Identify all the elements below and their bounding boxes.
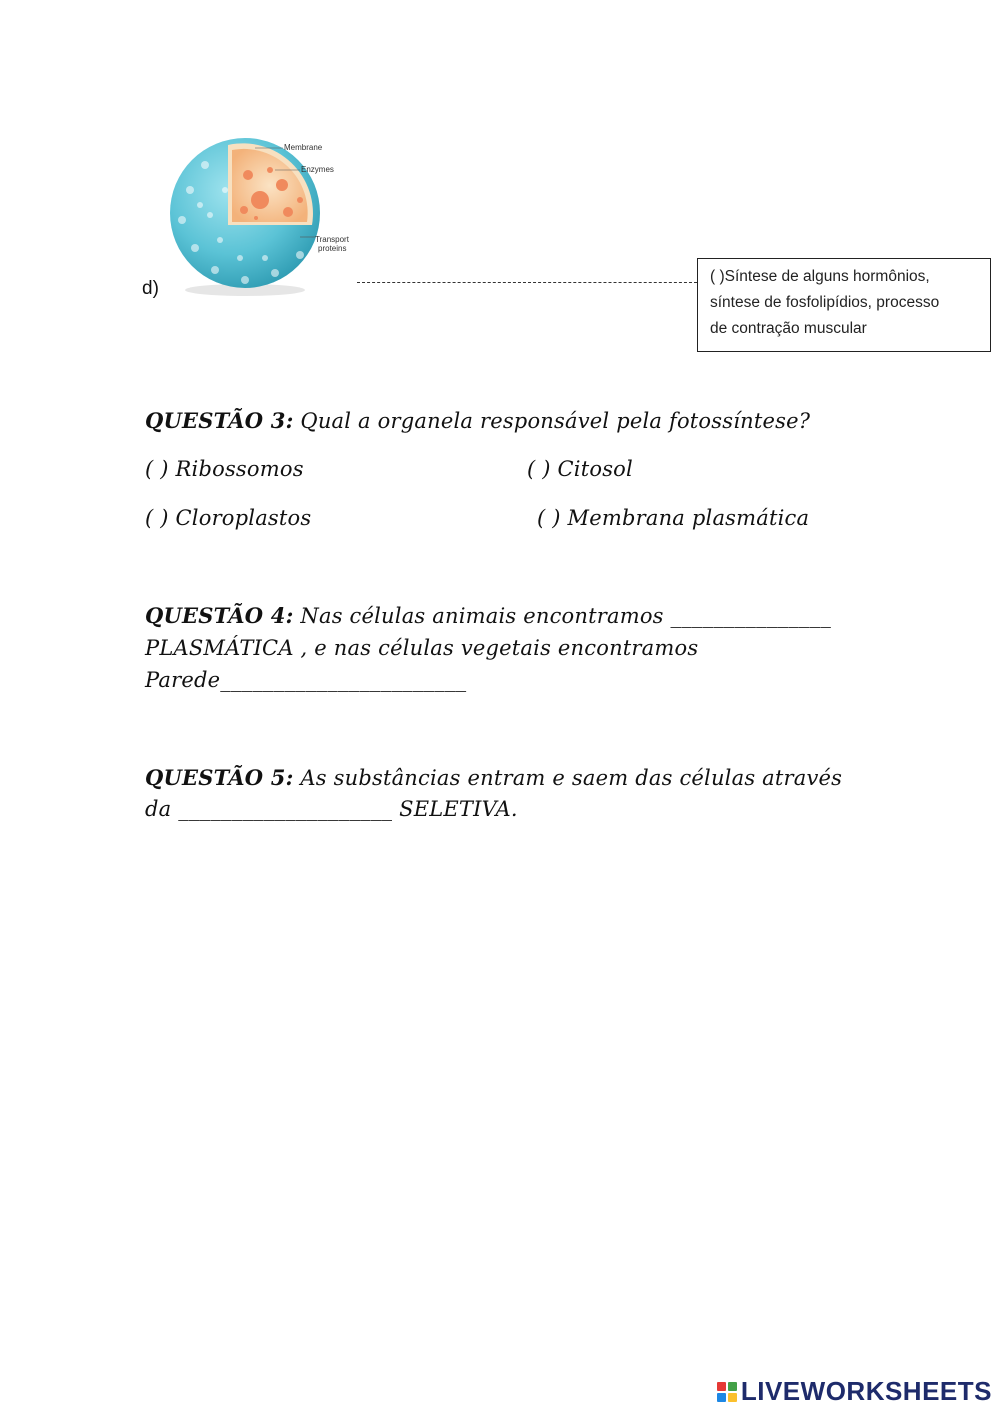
- question-4-line-3[interactable]: Parede_______________________: [145, 668, 467, 692]
- q3-option-cloroplastos[interactable]: ( ) Cloroplastos: [145, 506, 312, 530]
- label-transport: Transport: [315, 235, 349, 244]
- answer-box-line-3: de contração muscular: [710, 320, 867, 337]
- answer-box-line-2: síntese de fosfolipídios, processo: [710, 294, 940, 311]
- answer-box-line-1: ( )Síntese de alguns hormônios,: [710, 268, 930, 285]
- q3-option-ribossomos[interactable]: ( ) Ribossomos: [145, 457, 304, 481]
- question-3-text: Qual a organela responsável pela fotossíntese?: [293, 409, 811, 433]
- q3-option-membrana[interactable]: ( ) Membrana plasmática: [537, 506, 810, 530]
- answer-option-box[interactable]: [697, 258, 991, 352]
- question-3-label: QUESTÃO 3:: [145, 408, 294, 433]
- label-enzymes: Enzymes: [301, 165, 334, 174]
- cell-diagram-svg: [160, 130, 360, 300]
- item-d-letter: d): [142, 278, 159, 299]
- question-5-line-1: [145, 765, 842, 790]
- label-membrane: Membrane: [284, 143, 323, 152]
- question-3: [145, 408, 810, 433]
- question-5-line-2[interactable]: da ____________________ SELETIVA.: [145, 797, 518, 821]
- cell-illustration: [160, 130, 360, 300]
- label-proteins: proteins: [318, 244, 347, 253]
- question-4-line-2: PLASMÁTICA , e nas células vegetais encontramos: [145, 636, 699, 660]
- question-5-text-1: As substâncias entram e saem das células através: [293, 766, 843, 790]
- watermark-text: LIVEWORKSHEETS: [740, 1376, 992, 1406]
- question-4-text-1[interactable]: Nas células animais encontramos _______________: [293, 604, 832, 628]
- question-5-label: QUESTÃO 5:: [145, 765, 294, 790]
- q3-option-citosol[interactable]: ( ) Citosol: [527, 457, 633, 481]
- matching-dash-line: [357, 282, 697, 283]
- liveworksheets-logo-icon: [717, 1382, 737, 1402]
- liveworksheets-watermark: [717, 1376, 992, 1407]
- question-4-line-1: [145, 603, 831, 628]
- question-4-label: QUESTÃO 4:: [145, 603, 294, 628]
